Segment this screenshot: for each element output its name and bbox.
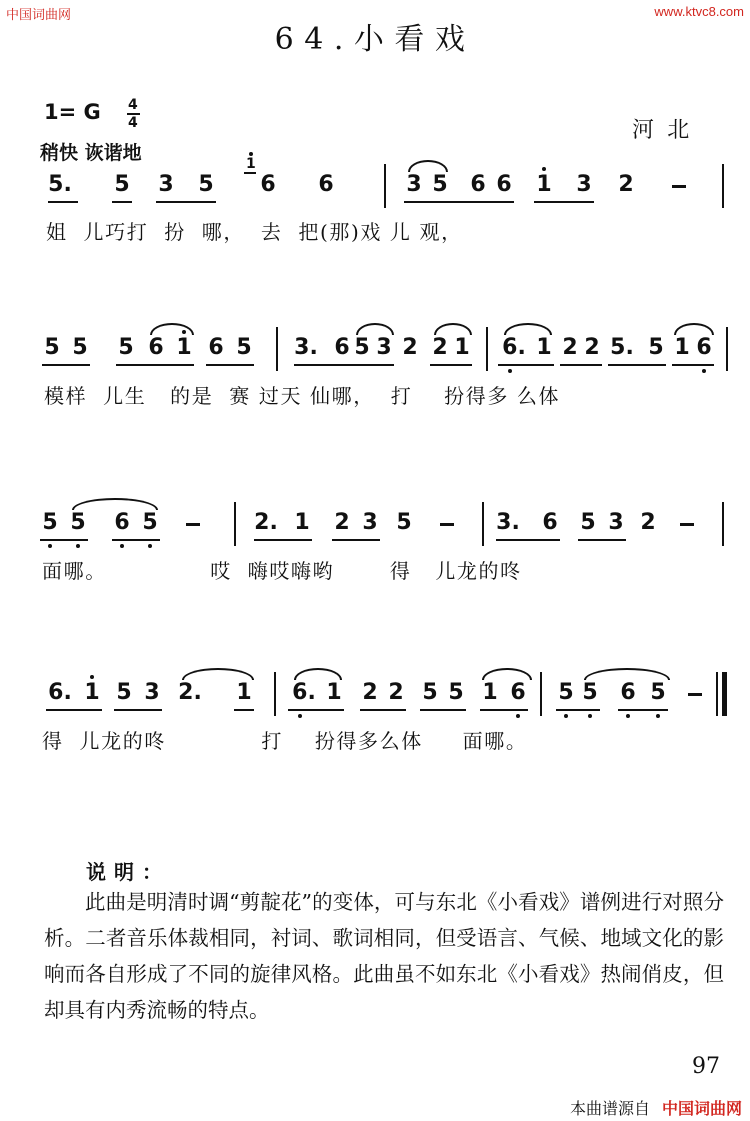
slur — [356, 323, 394, 335]
tempo-marking: 稍快 诙谐地 — [40, 142, 142, 164]
note: 5 — [42, 510, 58, 535]
octave-dot-low — [626, 714, 630, 718]
lyric-line-2: 模样 儿生 的是 赛 过天 仙哪， 打 扮得多 么体 — [44, 384, 561, 408]
note: 2 — [584, 335, 600, 360]
slur — [72, 498, 158, 510]
note: 6 — [620, 680, 636, 705]
octave-dot-high — [249, 152, 253, 156]
underline — [672, 364, 714, 366]
final-barline-thick — [722, 672, 727, 716]
barline — [384, 164, 386, 208]
note: 5 — [236, 335, 252, 360]
note: 1 — [176, 335, 192, 360]
page-title: 64.小看戏 — [274, 22, 476, 57]
note: 5 — [558, 680, 574, 705]
lyric-line-4: 得 儿龙的咚 打 扮得多么体 面哪。 — [42, 729, 528, 753]
lyric-line-1: 姐 儿巧打 扮 哪， 去 把(那)戏 儿 观， — [46, 220, 463, 244]
slur — [584, 668, 670, 680]
dash — [680, 523, 694, 526]
octave-dot-low — [588, 714, 592, 718]
underline — [40, 539, 88, 541]
note: 6 — [260, 172, 276, 197]
footer-source — [570, 1096, 742, 1119]
note: 5. — [610, 335, 634, 360]
note: 6 — [510, 680, 526, 705]
note: 6. — [48, 680, 72, 705]
note: 2 — [618, 172, 634, 197]
slur — [294, 668, 342, 680]
note: 3 — [362, 510, 378, 535]
slur — [674, 323, 714, 335]
watermark-site-left: 中国词曲网 — [6, 8, 72, 23]
slur — [482, 668, 532, 680]
note: 3 — [576, 172, 592, 197]
underline — [114, 709, 162, 711]
underline — [534, 201, 594, 203]
underline — [498, 364, 554, 366]
note: 1 — [454, 335, 470, 360]
note: 5 — [650, 680, 666, 705]
note: 5 — [116, 680, 132, 705]
octave-dot-high — [542, 167, 546, 171]
note: 2 — [334, 510, 350, 535]
slur — [408, 160, 448, 172]
slur — [434, 323, 472, 335]
barline — [722, 502, 724, 546]
barline — [482, 502, 484, 546]
octave-dot-low — [148, 544, 152, 548]
watermark-site-right: www.ktvc8.com — [654, 4, 744, 19]
note: 2. — [254, 510, 278, 535]
underline — [206, 364, 254, 366]
note: 1 — [674, 335, 690, 360]
octave-dot-low — [702, 369, 706, 373]
note: 6 — [208, 335, 224, 360]
underline — [556, 709, 600, 711]
footer-source-name[interactable]: 中国词曲网 — [661, 1099, 742, 1118]
dash — [688, 693, 702, 696]
note: 3 — [158, 172, 174, 197]
octave-dot-low — [516, 714, 520, 718]
barline — [234, 502, 236, 546]
underline — [112, 539, 160, 541]
octave-dot-low — [564, 714, 568, 718]
time-signature — [126, 98, 142, 132]
note: 5 — [142, 510, 158, 535]
note: 2 — [432, 335, 448, 360]
underline — [288, 709, 344, 711]
slur — [182, 668, 254, 680]
octave-dot-low — [656, 714, 660, 718]
slur — [504, 323, 552, 335]
note: 3. — [294, 335, 318, 360]
note: 5 — [580, 510, 596, 535]
underline — [618, 709, 668, 711]
note: 5 — [354, 335, 370, 360]
note: 3 — [406, 172, 422, 197]
note: 5 — [432, 172, 448, 197]
underline — [496, 539, 560, 541]
underline — [404, 201, 514, 203]
note: 1 — [536, 172, 552, 197]
barline — [276, 327, 278, 371]
underline — [352, 364, 394, 366]
note: 6. — [502, 335, 526, 360]
underline — [234, 709, 254, 711]
notes-heading: 说明： — [86, 860, 170, 884]
note: 2 — [402, 335, 418, 360]
footer-source-label: 本曲谱源自 — [569, 1099, 650, 1118]
note: 6 — [696, 335, 712, 360]
octave-dot-low — [76, 544, 80, 548]
note: 1 — [326, 680, 342, 705]
note: 1 — [236, 680, 252, 705]
underline — [480, 709, 528, 711]
underline — [608, 364, 666, 366]
note: 5 — [422, 680, 438, 705]
note: 5 — [70, 510, 86, 535]
octave-dot-high — [90, 675, 94, 679]
final-barline-thin — [716, 672, 718, 716]
note: 3 — [144, 680, 160, 705]
underline — [116, 364, 194, 366]
underline — [42, 364, 90, 366]
note: 3 — [608, 510, 624, 535]
dash — [440, 523, 454, 526]
note: 5 — [648, 335, 664, 360]
barline — [540, 672, 542, 716]
note: 2. — [178, 680, 202, 705]
lyric-line-3: 面哪。 哎 嗨哎嗨哟 得 儿龙的咚 — [42, 559, 522, 583]
note: 1 — [536, 335, 552, 360]
page-number: 97 — [692, 1054, 720, 1079]
note: 6 — [542, 510, 558, 535]
grace-note: 1 — [246, 156, 256, 172]
barline — [722, 164, 724, 208]
note: 5 — [582, 680, 598, 705]
note: 5 — [448, 680, 464, 705]
notes-body: 此曲是明清时调“剪靛花”的变体，可与东北《小看戏》谱例进行对照分析。二者音乐体裁相同，衬词、歌词相同，但受语言、气候、地域文化的影响而各自形成了不同的旋律风格。此曲虽不如东北《小看戏》热闹俏皮，但却具有内秀流畅的特点。 — [44, 890, 724, 1022]
grace-underline — [244, 172, 256, 174]
note: 1 — [84, 680, 100, 705]
note: 6 — [470, 172, 486, 197]
note: 5 — [396, 510, 412, 535]
slur — [150, 323, 194, 335]
underline — [360, 709, 406, 711]
barline — [274, 672, 276, 716]
note: 5. — [48, 172, 72, 197]
underline — [430, 364, 472, 366]
meter-bottom: 4 — [128, 115, 138, 131]
octave-dot-low — [508, 369, 512, 373]
note: 6 — [334, 335, 350, 360]
octave-dot-low — [298, 714, 302, 718]
note: 2 — [362, 680, 378, 705]
underline — [560, 364, 602, 366]
note: 6 — [114, 510, 130, 535]
note: 6 — [148, 335, 164, 360]
barline — [726, 327, 728, 371]
meter-top: 4 — [128, 97, 138, 113]
note: 6 — [318, 172, 334, 197]
note: 3 — [376, 335, 392, 360]
octave-dot-low — [120, 544, 124, 548]
underline — [578, 539, 626, 541]
underline — [156, 201, 216, 203]
note: 5 — [72, 335, 88, 360]
underline — [254, 539, 312, 541]
octave-dot-low — [48, 544, 52, 548]
underline — [332, 539, 380, 541]
note: 2 — [388, 680, 404, 705]
key-signature: 1= G — [44, 100, 101, 124]
underline — [46, 709, 102, 711]
underline — [48, 201, 78, 203]
note: 5 — [198, 172, 214, 197]
dash — [186, 523, 200, 526]
note: 1 — [294, 510, 310, 535]
note: 5 — [118, 335, 134, 360]
underline — [112, 201, 132, 203]
octave-dot-high — [182, 330, 186, 334]
note: 6 — [496, 172, 512, 197]
note: 3. — [496, 510, 520, 535]
underline — [420, 709, 466, 711]
underline — [294, 364, 352, 366]
note: 6. — [292, 680, 316, 705]
region-label: 河北 — [632, 118, 703, 143]
dash — [672, 185, 686, 188]
barline — [486, 327, 488, 371]
note: 5 — [114, 172, 130, 197]
note: 2 — [562, 335, 578, 360]
note: 2 — [640, 510, 656, 535]
note: 5 — [44, 335, 60, 360]
note: 1 — [482, 680, 498, 705]
